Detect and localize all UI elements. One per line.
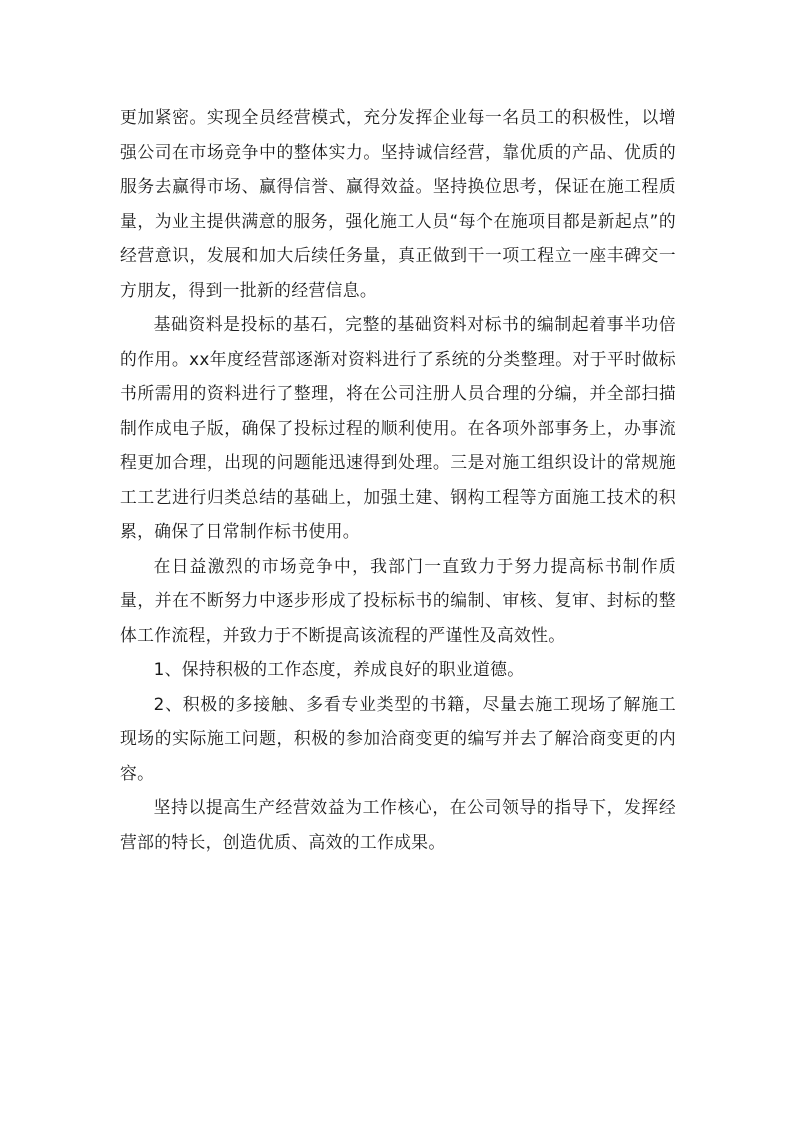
paragraph-continuation: 更加紧密。实现全员经营模式，充分发挥企业每一名员工的积极性，以增强公司在市场竞争中的整体实力。坚持诚信经营，靠优质的产品、优质的服务去赢得市场、赢得信誉、赢得效益。坚持换位思考，保证在施工程质量，为业主提供满意的服务，强化施工人员“每个在施项目都是新起点”的经营意识，发展和加大后续任务量，真正做到干一项工程立一座丰碑交一方朋友，得到一批新的经营信息。 <box>120 107 676 300</box>
list-item-1: 1、保持积极的工作态度，养成良好的职业道德。 <box>153 659 525 679</box>
document-body <box>120 100 676 859</box>
paragraph-conclusion: 坚持以提高生产经营效益为工作核心，在公司领导的指导下，发挥经营部的特长，创造优质、高效的工作成果。 <box>120 797 676 852</box>
paragraph-market-competition: 在日益激烈的市场竞争中，我部门一直致力于努力提高标书制作质量，并在不断努力中逐步形成了投标标书的编制、审核、复审、封标的整体工作流程，并致力于不断提高该流程的严谨性及高效性。 <box>120 555 676 645</box>
paragraph-basic-materials: 基础资料是投标的基石，完整的基础资料对标书的编制起着事半功倍的作用。xx年度经营部逐渐对资料进行了系统的分类整理。对于平时做标书所需用的资料进行了整理，将在公司注册人员合理的分编，并全部扫描制作成电子版，确保了投标过程的顺利使用。在各项外部事务上，办事流程更加合理，出现的问题能迅速得到处理。三是对施工组织设计的常规施工工艺进行归类总结的基础上，加强土建、钢构工程等方面施工技术的积累，确保了日常制作标书使用。 <box>120 314 676 541</box>
list-item-2: 2、积极的多接触、多看专业类型的书籍，尽量去施工现场了解施工现场的实际施工问题，积极的参加洽商变更的编写并去了解洽商变更的内容。 <box>120 693 676 783</box>
